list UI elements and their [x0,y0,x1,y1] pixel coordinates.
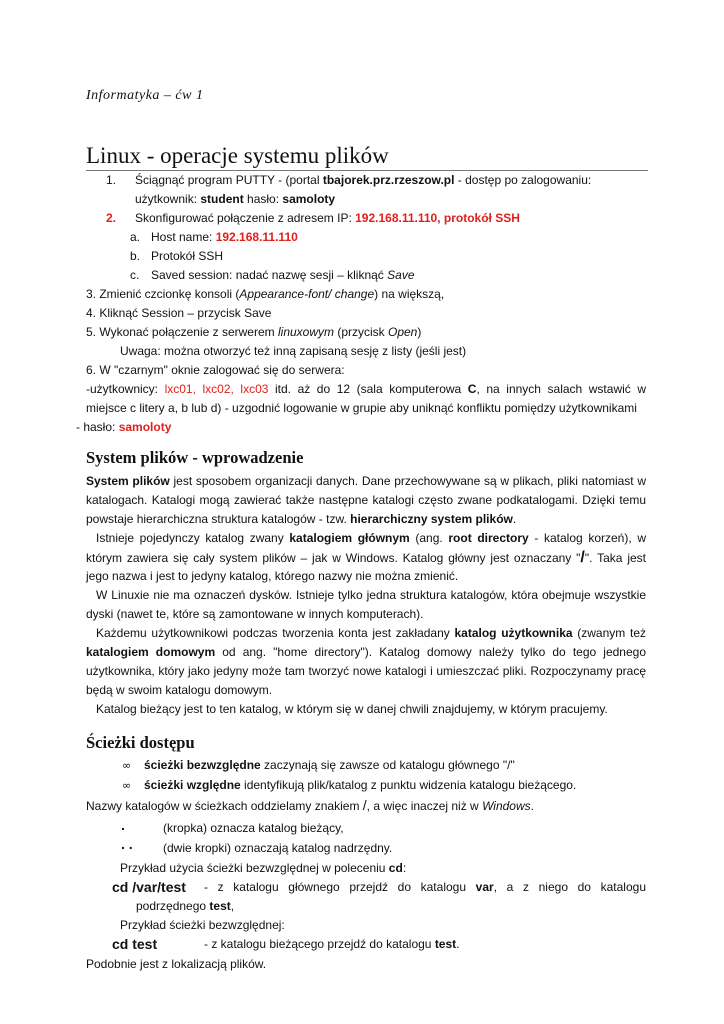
command-2: cd test - z katalogu bieżącego przejdź do katalogu test. [112,936,460,952]
step-6-users: -użytkownicy: lxc01, lxc02, lxc03 itd. aż do 12 (sala komputerowa C, na innych salach wstawić w [86,382,647,396]
step-5-note: Uwaga: można otworzyć też inną zapisaną sesję z listy (jeśli jest) [120,344,467,358]
section-heading-paths: Ścieżki dostępu [86,733,195,752]
step-6: 6. W "czarnym" oknie zalogować się do serwera: [86,363,345,377]
step-2b: b. Protokół SSH [130,249,224,263]
command-cd-test: cd test [112,936,158,952]
paragraph-1-line-2: katalogach. Katalogi mogą zawierać także następne katalogi często zwane podkatalogami. Dzięki temu [86,493,646,507]
section-heading-file-system: System plików - wprowadzenie [86,448,304,467]
paragraph-2-line-3: jego nazwa i jest to jedyny katalog, którego nazwy nie można zmienić. [86,569,459,583]
paragraph-1-line-3: powstaje hierarchiczna struktura katalogów - tzw. hierarchiczny system plików. [86,512,517,526]
command-1-line-1: cd /var/test - z katalogu głównego przejdź do katalogu var, a z niego do katalogu [112,879,646,895]
single-dot-symbol: . [121,817,125,833]
step-1-credentials: użytkownik: student hasło: samoloty [135,192,336,206]
path-separator-note: Nazwy katalogów w ścieżkach oddzielamy znakiem /, a więc inaczej niż w Windows. [86,797,534,813]
double-dot-symbol: . . [121,836,133,852]
step-2a: a. Host name: 192.168.11.110 [130,230,298,244]
command-1-line-2: podrzędnego test, [136,899,235,913]
example-absolute-cd: Przykład użycia ścieżki bezwzględnej w poleceniu cd: [120,861,407,875]
paragraph-4-line-2: katalogiem domowym od ang. "home directory"). Katalog domowy należy tylko do tego jednego [86,645,646,659]
paragraph-3-line-1: W Linuxie nie ma oznaczeń dysków. Istnieje tylko jedna struktura katalogów, która obejmuje wszystkie [96,588,646,602]
example-absolute-path: Przykład ścieżki bezwzględnej: [120,918,285,932]
paragraph-1-line-1: System plików jest sposobem organizacji danych. Dane przechowywane są w plikach, pliki natomiast w [86,474,647,488]
infinity-bullet-icon: ∞ [122,759,132,772]
paragraph-5: Katalog bieżący jest to ten katalog, w którym się w danej chwili znajdujemy, w którym pracujemy. [96,702,608,716]
bullet-absolute-paths: ∞ ścieżki bezwzględne zaczynają się zawsze od katalogu głównego "/" [122,758,515,772]
step-2c: c. Saved session: nadać nazwę sesji – kliknąć Save [130,268,415,282]
document-header: Informatyka – ćw 1 [86,88,204,103]
step-5: 5. Wykonać połączenie z serwerem linuxowym (przycisk Open) [86,325,422,339]
bullet-relative-paths: ∞ ścieżki względne identyfikują plik/katalog z punktu widzenia katalogu bieżącego. [122,778,577,792]
paragraph-2-line-1: Istnieje pojedynczy katalog zwany katalogiem głównym (ang. root directory - katalog korzeń), w [96,531,646,545]
paragraph-4-line-3: użytkownika, który jako jedyny może tam tworzyć nowe katalogi i umieszczać pliki. Rozpoczynamy pracę [86,664,646,678]
paragraph-3-line-2: dyski (nawet te, które są zamontowane w innych komputerach). [86,607,424,621]
step-6-users-line2: miejsce c litery a, b lub d) - uzgodnić logowanie w grupie aby uniknąć konfliktu pomiędzy użytkownikami [86,401,637,415]
closing-sentence: Podobnie jest z lokalizacją plików. [86,957,267,971]
single-dot-description: (kropka) oznacza katalog bieżący, [163,821,344,835]
paragraph-4-line-1: Każdemu użytkownikowi podczas tworzenia konta jest zakładany katalog użytkownika (zwanym też [96,626,646,640]
step-1: 1. Ściągnąć program PUTTY - (portal tbajorek.prz.rzeszow.pl - dostęp po zalogowaniu: [106,173,592,187]
infinity-bullet-icon: ∞ [122,779,132,792]
double-dot-description: (dwie kropki) oznaczają katalog nadrzędny. [163,841,393,855]
command-cd-var-test: cd /var/test [112,879,186,895]
step-3: 3. Zmienić czcionkę konsoli (Appearance-font/ change) na większą, [86,287,445,301]
step-4: 4. Kliknąć Session – przycisk Save [86,306,272,320]
document-title: Linux - operacje systemu plików [86,143,648,171]
step-6-password: - hasło: samoloty [76,420,172,434]
paragraph-4-line-4: będą w swoim katalogu domowym. [86,683,273,697]
paragraph-2-line-2: którym zawiera się cały system plików – jak w Windows. Katalog główny jest oznaczany "/". Taka jest [86,549,646,566]
step-2: 2. Skonfigurować połączenie z adresem IP: 192.168.11.110, protokół SSH [106,211,520,225]
